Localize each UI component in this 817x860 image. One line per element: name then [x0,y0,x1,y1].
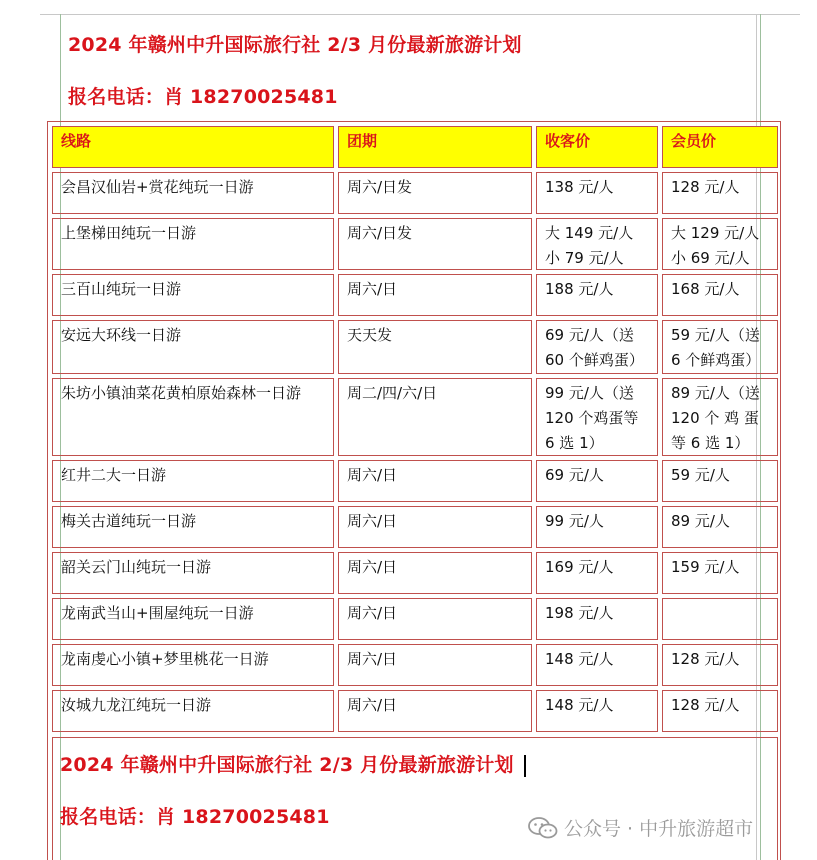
cell-text: 三百山纯玩一日游 [61,280,182,298]
cell-text: 朱坊小镇油菜花黄柏原始森林一日游 [61,384,302,402]
header-cell-price: 收客价 [536,126,658,168]
header-cell-dates: 团期 [338,126,532,168]
cell-line: 120 个鸡蛋等 [545,409,639,427]
text-cursor [524,755,526,777]
cell-text: 韶关云门山纯玩一日游 [61,558,212,576]
cell-text: 汝城九龙江纯玩一日游 [61,696,212,714]
table-cell-price [536,378,658,456]
table-cell-route [52,506,334,548]
cell-line: 169 元/人 [545,558,614,576]
table-cell-route [52,598,334,640]
table-cell-member-price [662,552,778,594]
table-cell-member-price [662,320,778,374]
table-cell-dates [338,690,532,732]
cell-line: 159 元/人 [671,558,740,576]
table-cell-route [52,320,334,374]
table-cell-dates [338,552,532,594]
cell-text: 上堡梯田纯玩一日游 [61,224,197,242]
table-cell-member-price [662,690,778,732]
table-cell-member-price [662,460,778,502]
table-cell-price [536,218,658,270]
table-cell-price [536,598,658,640]
watermark-text: 公众号 · 中升旅游超市 [564,818,754,840]
cell-line: 99 元/人（送 [545,384,634,402]
cell-line: 138 元/人 [545,178,614,196]
cell-text: 梅关古道纯玩一日游 [61,512,197,530]
cell-line: 128 元/人 [671,178,740,196]
footer-title[interactable]: 2024 年赣州中升国际旅行社 2/3 月份最新旅游计划 [60,750,526,777]
cell-text: 周六/日发 [347,178,413,196]
cell-text: 会昌汉仙岩+赏花纯玩一日游 [61,178,254,196]
cell-line: 小 79 元/人 [545,249,624,267]
table-cell-route [52,218,334,270]
cell-text: 龙南武当山+围屋纯玩一日游 [61,604,254,622]
cell-text: 天天发 [347,326,393,344]
cell-line: 148 元/人 [545,696,614,714]
cell-line: 89 元/人 [671,512,730,530]
table-cell-dates [338,460,532,502]
document-title: 2024 年赣州中升国际旅行社 2/3 月份最新旅游计划 [68,34,522,56]
table-cell-route [52,552,334,594]
table-cell-dates [338,598,532,640]
cell-line: 168 元/人 [671,280,740,298]
cell-text: 周六/日 [347,466,398,484]
cell-line: 6 选 1） [545,434,604,452]
cell-line: 128 元/人 [671,696,740,714]
cell-text: 红井二大一日游 [61,466,167,484]
cell-line: 198 元/人 [545,604,614,622]
table-cell-route [52,172,334,214]
table-cell-route [52,460,334,502]
table-cell-dates [338,378,532,456]
table-cell-dates [338,172,532,214]
cell-line: 89 元/人（送 [671,384,760,402]
cell-line: 120 个 鸡 蛋 [671,409,759,427]
table-cell-member-price [662,378,778,456]
table-cell-member-price [662,218,778,270]
page-top-guide [40,14,800,15]
watermark [528,814,753,841]
cell-line: 大 129 元/人 [671,224,760,242]
table-cell-price [536,506,658,548]
cell-line: 小 69 元/人 [671,249,750,267]
table-cell-price [536,644,658,686]
header-cell-route: 线路 [52,126,334,168]
table-cell-dates [338,218,532,270]
table-cell-member-price [662,274,778,316]
cell-line: 等 6 选 1） [671,434,750,452]
cell-text: 周六/日 [347,558,398,576]
table-cell-price [536,552,658,594]
cell-text: 周六/日 [347,280,398,298]
cell-line: 6 个鲜鸡蛋） [671,351,761,369]
table-cell-price [536,172,658,214]
signup-phone: 报名电话：肖 18270025481 [68,86,338,108]
table-cell-member-price [662,172,778,214]
table-cell-dates [338,506,532,548]
cell-text: 周六/日发 [347,224,413,242]
table-cell-price [536,460,658,502]
cell-text: 龙南虔心小镇+梦里桃花一日游 [61,650,269,668]
cell-text: 周六/日 [347,512,398,530]
cell-line: 99 元/人 [545,512,604,530]
cell-text: 安远大环线一日游 [61,326,182,344]
cell-text: 周六/日 [347,604,398,622]
cell-text: 周六/日 [347,650,398,668]
table-cell-member-price [662,506,778,548]
table-cell-route [52,644,334,686]
cell-line: 60 个鲜鸡蛋） [545,351,644,369]
cell-line: 59 元/人 [671,466,730,484]
table-cell-dates [338,274,532,316]
table-cell-member-price [662,644,778,686]
table-cell-price [536,320,658,374]
table-cell-dates [338,644,532,686]
table-cell-price [536,690,658,732]
table-cell-route [52,378,334,456]
header-cell-member-price: 会员价 [662,126,778,168]
cell-line: 188 元/人 [545,280,614,298]
table-cell-dates [338,320,532,374]
cell-text: 周六/日 [347,696,398,714]
table-cell-price [536,274,658,316]
cell-line: 128 元/人 [671,650,740,668]
cell-line: 59 元/人（送 [671,326,760,344]
table-cell-route [52,274,334,316]
wechat-icon [528,817,558,839]
footer-phone: 报名电话：肖 18270025481 [60,806,330,828]
cell-line: 69 元/人 [545,466,604,484]
cell-line: 69 元/人（送 [545,326,634,344]
cell-line: 148 元/人 [545,650,614,668]
table-cell-route [52,690,334,732]
table-cell-member-price [662,598,778,640]
cell-text: 周二/四/六/日 [347,384,438,402]
cell-line: 大 149 元/人 [545,224,634,242]
